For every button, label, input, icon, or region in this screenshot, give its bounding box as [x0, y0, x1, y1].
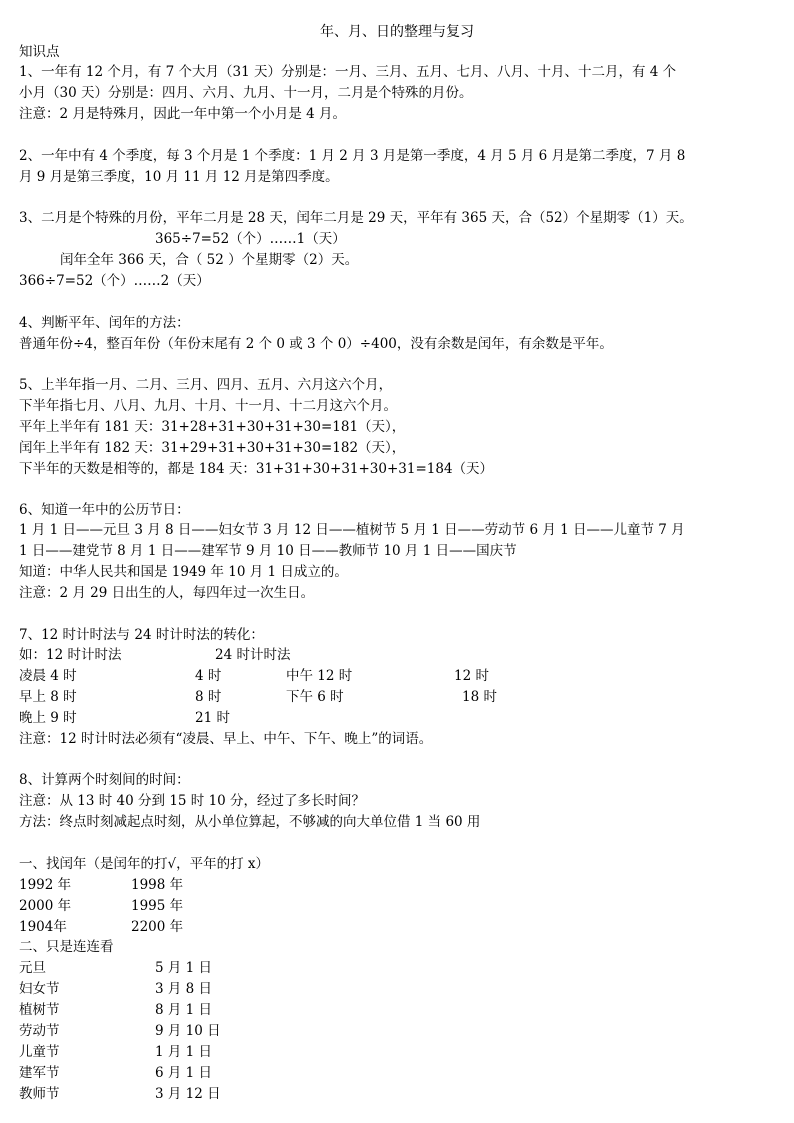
ex2-row-6-a: 建军节 [19, 1065, 60, 1081]
ex2-row-4-b: 9 月 10 日 [155, 1023, 221, 1039]
exercise-1-title: 一、找闰年（是闰年的打√，平年的打 x） [19, 856, 270, 872]
s7-line-1: 7、12 时计时法与 24 时计时法的转化： [19, 627, 264, 643]
s7-header-24h: 24 时计时法 [215, 647, 291, 663]
ex1-row-3-b: 2200 年 [131, 919, 184, 935]
s5-line-3: 平年上半年有 181 天：31+28+31+30+31+30=181（天）， [19, 419, 406, 435]
s7-row-2-b: 8 时 [195, 689, 222, 705]
s6-line-2: 1 月 1 日——元旦 3 月 8 日——妇女节 3 月 12 日——植树节 5 月 1 日——劳动节 6 月 1 日——儿童节 7 月 [19, 522, 685, 538]
ex2-row-2-a: 妇女节 [19, 981, 60, 997]
ex2-row-5-b: 1 月 1 日 [155, 1044, 213, 1060]
exercise-2-title: 二、只是连连看 [19, 939, 114, 955]
s8-line-3: 方法：终点时刻减起点时刻，从小单位算起，不够减的向大单位借 1 当 60 用 [19, 814, 481, 830]
s3-line-4: 366÷7=52（个）……2（天） [19, 273, 210, 289]
section-heading: 知识点 [19, 44, 60, 60]
s8-line-2: 注意：从 13 时 40 分到 15 时 10 分，经过了多长时间？ [19, 793, 366, 809]
s7-row-3-b: 21 时 [195, 710, 230, 726]
s7-row-1-c: 中午 12 时 [286, 668, 353, 684]
ex1-row-1-b: 1998 年 [131, 877, 184, 893]
s4-line-1: 4、判断平年、闰年的方法： [19, 315, 190, 331]
s1-line-2: 小月（30 天）分别是：四月、六月、九月、十一月，二月是个特殊的月份。 [19, 85, 473, 101]
page-title: 年、月、日的整理与复习 [320, 24, 474, 40]
ex2-row-2-b: 3 月 8 日 [155, 981, 213, 997]
s7-row-2-d: 18 时 [462, 689, 497, 705]
ex1-row-2-b: 1995 年 [131, 898, 184, 914]
s8-line-1: 8、计算两个时刻间的时间： [19, 772, 190, 788]
s6-line-4: 知道：中华人民共和国是 1949 年 10 月 1 日成立的。 [19, 564, 348, 580]
ex2-row-3-b: 8 月 1 日 [155, 1002, 213, 1018]
s5-line-1: 5、上半年指一月、二月、三月、四月、五月、六月这六个月， [19, 377, 393, 393]
s1-note: 注意：2 月是特殊月，因此一年中第一个小月是 4 月。 [19, 106, 347, 122]
s7-row-2-a: 早上 8 时 [19, 689, 77, 705]
ex1-row-2-a: 2000 年 [19, 898, 72, 914]
s6-line-1: 6、知道一年中的公历节日： [19, 502, 190, 518]
s6-line-3: 1 日——建党节 8 月 1 日——建军节 9 月 10 日——教师节 10 月 1 日——国庆节 [19, 543, 517, 559]
ex1-row-1-a: 1992 年 [19, 877, 72, 893]
s4-line-2: 普通年份÷4，整百年份（年份末尾有 2 个 0 或 3 个 0）÷400，没有余数是闰年，有余数是平年。 [19, 336, 613, 352]
s1-line-1: 1、一年有 12 个月，有 7 个大月（31 天）分别是：一月、三月、五月、七月、八月、十月、十二月，有 4 个 [19, 64, 677, 80]
s3-line-1: 3、二月是个特殊的月份，平年二月是 28 天，闰年二月是 29 天，平年有 365 天，合（52）个星期零（1）天。 [19, 210, 693, 226]
s7-row-1-a: 凌晨 4 时 [19, 668, 77, 684]
s5-line-2: 下半年指七月、八月、九月、十月、十一月、十二月这六个月。 [19, 398, 397, 414]
ex2-row-7-b: 3 月 12 日 [155, 1086, 221, 1102]
s6-note: 注意：2 月 29 日出生的人，每四年过一次生日。 [19, 585, 315, 601]
s3-line-3: 闰年全年 366 天，合（ 52 ）个星期零（2）天。 [60, 252, 359, 268]
s7-note: 注意：12 时计时法必须有“凌晨、早上、中午、下午、晚上”的词语。 [19, 731, 433, 747]
s2-line-2: 月 9 月是第三季度，10 月 11 月 12 月是第四季度。 [19, 169, 339, 185]
s5-line-5: 下半年的天数是相等的，都是 184 天：31+31+30+31+30+31=184（天） [19, 461, 494, 477]
s5-line-4: 闰年上半年有 182 天：31+29+31+30+31+30=182（天）， [19, 440, 406, 456]
ex2-row-1-a: 元旦 [19, 960, 46, 976]
ex1-row-3-a: 1904年 [19, 919, 67, 935]
s3-line-2: 365÷7=52（个）……1（天） [155, 231, 346, 247]
s7-row-1-b: 4 时 [195, 668, 222, 684]
s7-row-1-d: 12 时 [454, 668, 489, 684]
ex2-row-6-b: 6 月 1 日 [155, 1065, 213, 1081]
s7-row-2-c: 下午 6 时 [286, 689, 344, 705]
ex2-row-3-a: 植树节 [19, 1002, 60, 1018]
ex2-row-7-a: 教师节 [19, 1086, 60, 1102]
s7-header-12h: 如：12 时计时法 [19, 647, 122, 663]
s7-row-3-a: 晚上 9 时 [19, 710, 77, 726]
ex2-row-1-b: 5 月 1 日 [155, 960, 213, 976]
ex2-row-4-a: 劳动节 [19, 1023, 60, 1039]
ex2-row-5-a: 儿童节 [19, 1044, 60, 1060]
s2-line-1: 2、一年中有 4 个季度，每 3 个月是 1 个季度：1 月 2 月 3 月是第一季度，4 月 5 月 6 月是第二季度，7 月 8 [19, 148, 686, 164]
